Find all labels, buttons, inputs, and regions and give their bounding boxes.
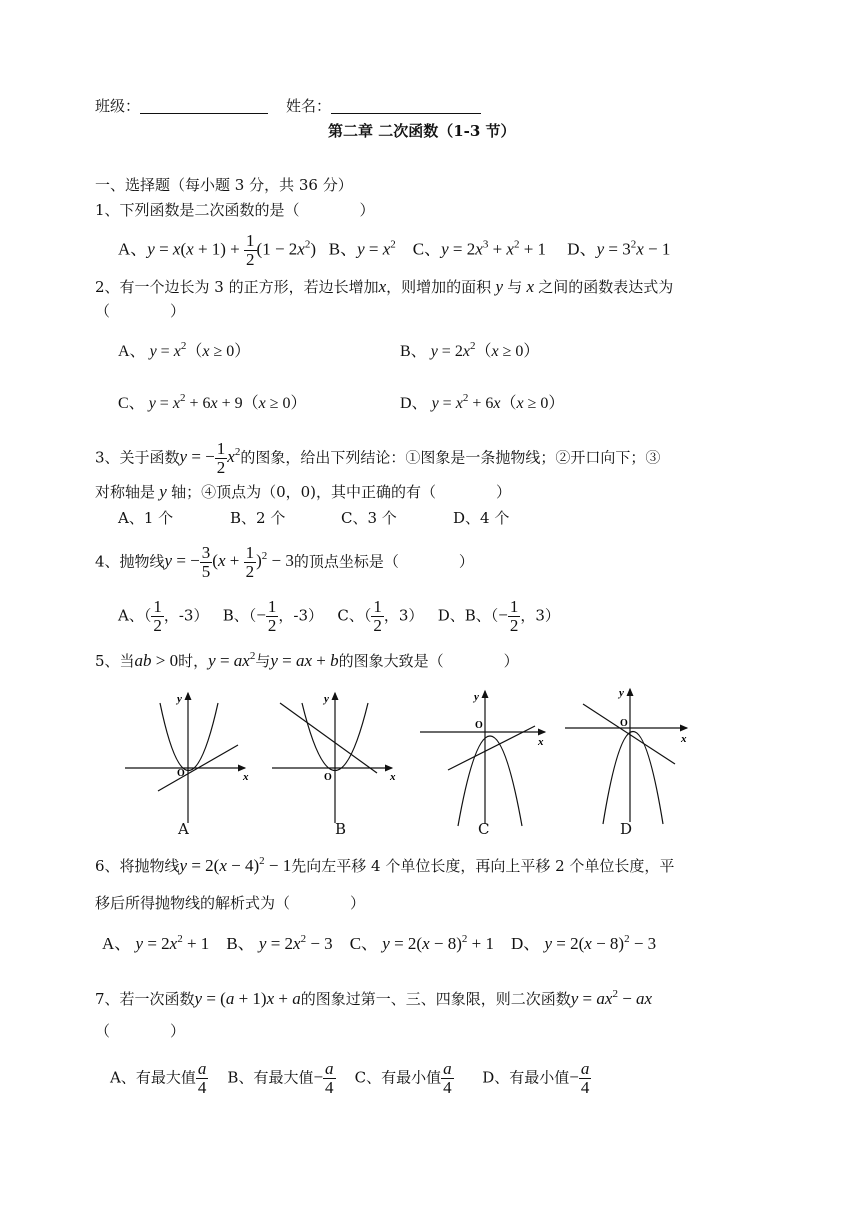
q2-stem-part2: ，则增加的面积 [386, 278, 492, 296]
q7-paren: （ ） [95, 1022, 186, 1040]
q7-option-c: C、有最小值 [354, 1068, 442, 1087]
q5-stem-part1: 5、当 [95, 652, 135, 670]
y-label: y [474, 691, 479, 703]
q2-stem-part3: 与 [507, 278, 523, 296]
q1-d-prefix: D、 [567, 239, 597, 259]
graph-b-label: B [335, 820, 347, 838]
q7-option-b: B、有最大值 [227, 1068, 314, 1087]
q4-a-suffix: ，-3） [163, 606, 209, 625]
q3-line2-part1: 对称轴是 [95, 483, 156, 501]
origin-label: O [620, 718, 628, 729]
origin-label: O [475, 720, 483, 731]
page-title: 第二章 二次函数（1-3 节） [328, 122, 516, 140]
q2-b-prefix: B、 [400, 343, 427, 360]
q2-option-d: D、 $y = x^2 + 6x(x \ge 0)$ [400, 392, 565, 412]
q4-d-prefix: D、B、（ [437, 606, 499, 625]
q2-option-a: A、 $y = x^2(x \ge 0)$ [118, 340, 251, 360]
q6-d-prefix: D、 [510, 934, 541, 953]
q6-stem-part1: 6、将抛物线 [95, 857, 180, 875]
q3-stem-part2: 的图象，给出下列结论：①图象是一条抛物线；②开口向下；③ [240, 448, 661, 467]
q6-c-prefix: C、 [349, 934, 379, 953]
q4-c-prefix: C、（ [337, 606, 372, 625]
q5-stem-part2: 时， [178, 652, 209, 670]
q2-option-c: C、 $y = x^2 + 6x + 9(x \ge 0)$ [118, 392, 307, 412]
q7-option-a: A、有最大值 [110, 1068, 196, 1087]
q2-stem-part1: 2、有一个边长为 3 的正方形，若边长增加 [95, 278, 379, 296]
x-label: x [681, 733, 687, 745]
q3-stem-part1: 3、关于函数 [95, 448, 180, 467]
name-field[interactable] [286, 99, 481, 114]
q5-stem: 5、当ab > 0时，$y = ax^2$与y = ax + b的图象大致是（ ） [95, 650, 519, 670]
q7-option-d: D、有最小值 [482, 1068, 570, 1087]
graph-c[interactable] [420, 686, 555, 831]
q6-stem-part2: 先向左平移 4 个单位长度，再向上平移 2 个单位长度，平 [291, 857, 675, 875]
q3-line2-part2: 轴；④顶点为（0，0)，其中正确的有（ ） [171, 483, 512, 501]
q2-a-prefix: A、 [118, 343, 146, 360]
q2-stem-part4: 之间的函数表达式为 [538, 278, 674, 296]
name-label: 姓名： [286, 97, 332, 115]
q4-c-suffix: ，3） [383, 606, 424, 625]
q4-b-suffix: ，-3） [278, 606, 324, 625]
q2-c-prefix: C、 [118, 395, 145, 412]
y-label: y [324, 693, 329, 705]
line [583, 704, 675, 764]
q4-stem-part1: 4、抛物线 [95, 552, 165, 571]
origin-label: O [324, 772, 332, 783]
graph-b[interactable] [272, 688, 402, 833]
x-label: x [243, 771, 249, 783]
q3-stem: 3、关于函数y = − $\frac{1}{2}$ $x^2$的图象，给出下列结论：①图象是一条抛物线；②开口向下；③ [95, 439, 661, 477]
q7-stem: 7、若一次函数y = (a + 1)x + a的图象过第一、三、四象限，则二次函数$y = ax^2$ − ax [95, 988, 653, 1008]
q6-b-prefix: B、 [226, 934, 255, 953]
q1-options: A、y = x(x + 1) + $\frac{1}{2}$ $(1 - 2x^2)$ B、$y = x^2$ C、$y = 2x^3 + x^2 + 1$ D、$y = 3^2x - 1$ [118, 231, 671, 269]
parabola [160, 703, 218, 771]
graph-d[interactable] [565, 684, 695, 829]
parabola [458, 736, 522, 826]
section-heading: 一、选择题（每小题 3 分，共 36 分） [95, 176, 353, 194]
q3-option-a: A、1 个 [118, 509, 174, 527]
x-label: x [538, 736, 544, 748]
parabola [603, 732, 663, 825]
q2-paren: （ ） [95, 302, 186, 320]
q5-stem-part4: 的图象大致是（ ） [338, 652, 519, 670]
y-label: y [177, 693, 182, 705]
q6-line2: 移后所得抛物线的解析式为（ ） [95, 894, 366, 912]
class-field[interactable] [95, 99, 268, 114]
q5-stem-part3: 与 [255, 652, 271, 670]
q3-option-b: B、2 个 [230, 509, 286, 527]
q3-option-c: C、3 个 [341, 509, 397, 527]
class-blank[interactable] [140, 99, 268, 114]
class-label: 班级： [95, 97, 141, 115]
q2-d-prefix: D、 [400, 395, 428, 412]
origin-label: O [177, 768, 185, 779]
q6-stem: 6、将抛物线$y = 2(x - 4)^2 - 1$先向左平移 4 个单位长度，再向上平移 2 个单位长度，平 [95, 855, 675, 875]
graph-c-label: C [478, 820, 490, 838]
q7-stem-part1: 7、若一次函数 [95, 990, 195, 1008]
q2-stem: 2、有一个边长为 3 的正方形，若边长增加x，则增加的面积 y 与 x 之间的函数表达式为 [95, 277, 674, 296]
q6-options: A、 $y = 2x^2 + 1$ B、 $y = 2x^2 - 3$ C、 $y = 2(x - 8)^2 + 1$ D、 $y = 2(x - 8)^2 - 3$ [102, 933, 657, 953]
q7-stem-part2: 的图象过第一、三、四象限，则二次函数 [300, 990, 571, 1008]
q2-option-b: B、 $y = 2x^2(x \ge 0)$ [400, 340, 540, 360]
q3-line2: 对称轴是 y 轴；④顶点为（0，0)，其中正确的有（ ） [95, 482, 512, 501]
q7-options: A、有最大值 $\frac{a}{4}$ B、有最大值− $\frac{a}{4}$ C、有最小值 $\frac{a}{4}$ D、有最小值− $\frac{a}{4}$ [110, 1059, 590, 1097]
q4-d-suffix: ，3） [520, 606, 560, 625]
q4-a-prefix: A、（ [118, 606, 152, 625]
y-label: y [619, 687, 624, 699]
graph-d-label: D [620, 820, 633, 838]
q4-options: A、（ $\frac{1}{2}$ ，-3） B、（− $\frac{1}{2}$ ，-3） C、（ $\frac{1}{2}$ ，3） D、B、（− $\frac{1}{2}$ ，3） [118, 597, 560, 635]
q6-a-prefix: A、 [102, 934, 132, 953]
name-blank[interactable] [331, 99, 481, 114]
q4-b-prefix: B、（ [222, 606, 257, 625]
q1-b-prefix: B、 [328, 239, 358, 259]
q3-option-d: D、4 个 [453, 509, 510, 527]
q4-stem-part2: 的顶点坐标是（ ） [293, 552, 474, 571]
q4-stem: 4、抛物线y = − $\frac{3}{5}$ (x + $\frac{1}{2}$ )$^2$ − 3的顶点坐标是（ ） [95, 543, 474, 581]
q1-c-prefix: C、 [412, 239, 442, 259]
graph-a-label: A [178, 820, 189, 838]
q1-stem: 1、下列函数是二次函数的是（ ） [95, 201, 375, 219]
line [280, 703, 377, 773]
x-label: x [390, 771, 396, 783]
graph-a[interactable] [125, 688, 255, 833]
q1-a-prefix: A、 [118, 239, 148, 259]
